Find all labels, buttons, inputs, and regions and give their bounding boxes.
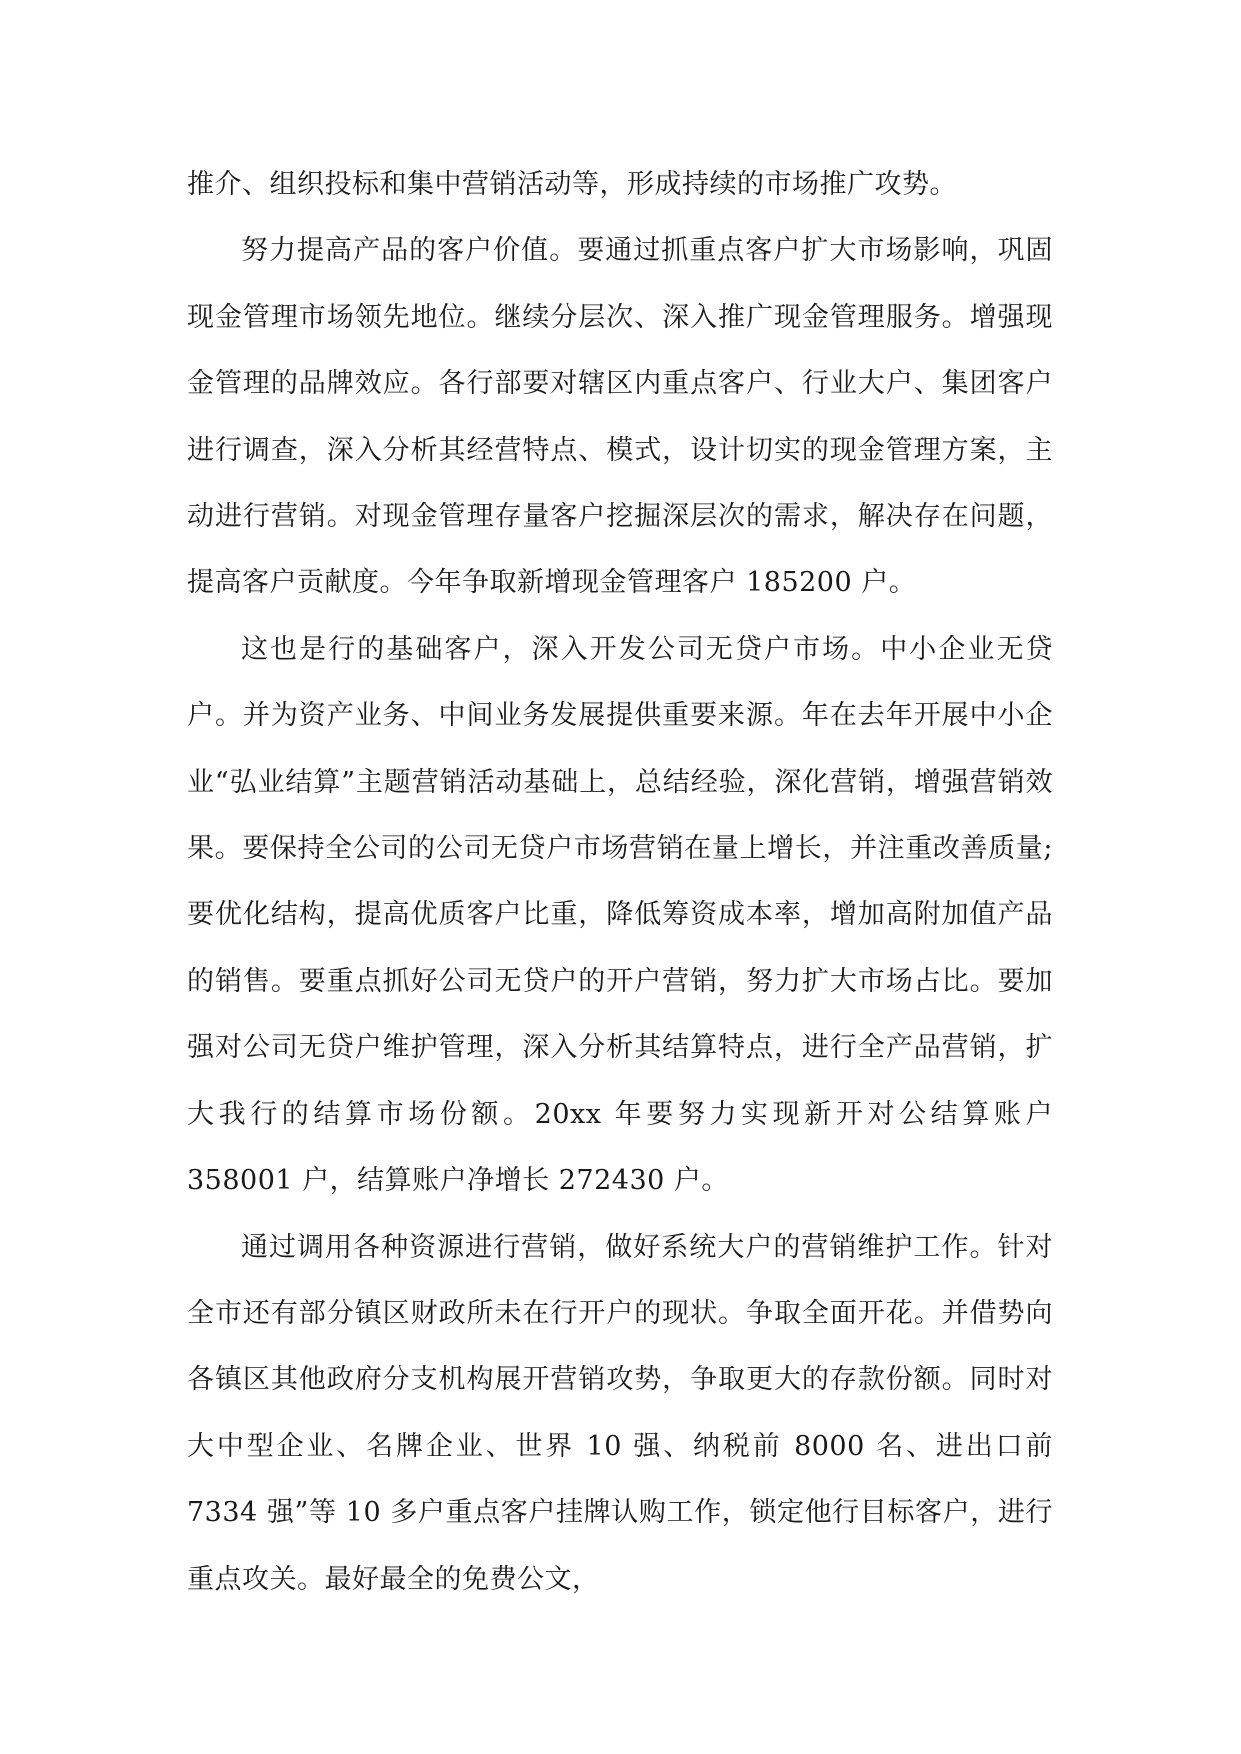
paragraph-major-clients: 通过调用各种资源进行营销，做好系统大户的营销维护工作。针对全市还有部分镇区财政所未在行开户的现状。争取全面开花。并借势向各镇区其他政府分支机构展开营销攻势，争取更大的存款份额。同时对大中型企业、名牌企业、世界 10 强、纳税前 8000 名、进出口前 7334 强”等 10 多户重点客户挂牌认购工作，锁定他行目标客户，进行重点攻关。最好最全的免费公文，	[187, 1231, 1053, 1595]
paragraph-unloaned-accounts: 这也是行的基础客户，深入开发公司无贷户市场。中小企业无贷户。并为资产业务、中间业务发展提供重要来源。年在去年开展中小企业“弘业结算”主题营销活动基础上，总结经验，深化营销，增强营销效果。要保持全公司的公司无贷户市场营销在量上增长，并注重改善质量;要优化结构，提高优质客户比重，降低筹资成本率，增加高附加值产品的销售。要重点抓好公司无贷户的开户营销，努力扩大市场占比。要加强对公司无贷户维护管理，深入分析其结算特点，进行全产品营销，扩大我行的结算市场份额。20xx 年要努力实现新开对公结算账户 358001 户，结算账户净增长 272430 户。	[187, 633, 1053, 1197]
document-body	[187, 152, 1053, 1613]
paragraph-customer-value: 努力提高产品的客户价值。要通过抓重点客户扩大市场影响，巩固现金管理市场领先地位。继续分层次、深入推广现金管理服务。增强现金管理的品牌效应。各行部要对辖区内重点客户、行业大户、集团客户进行调查，深入分析其经营特点、模式，设计切实的现金管理方案，主动进行营销。对现金管理存量客户挖掘深层次的需求，解决存在问题，提高客户贡献度。今年争取新增现金管理客户 185200 户。	[187, 235, 1053, 599]
paragraph-continuation: 推介、组织投标和集中营销活动等，形成持续的市场推广攻势。	[187, 169, 957, 200]
